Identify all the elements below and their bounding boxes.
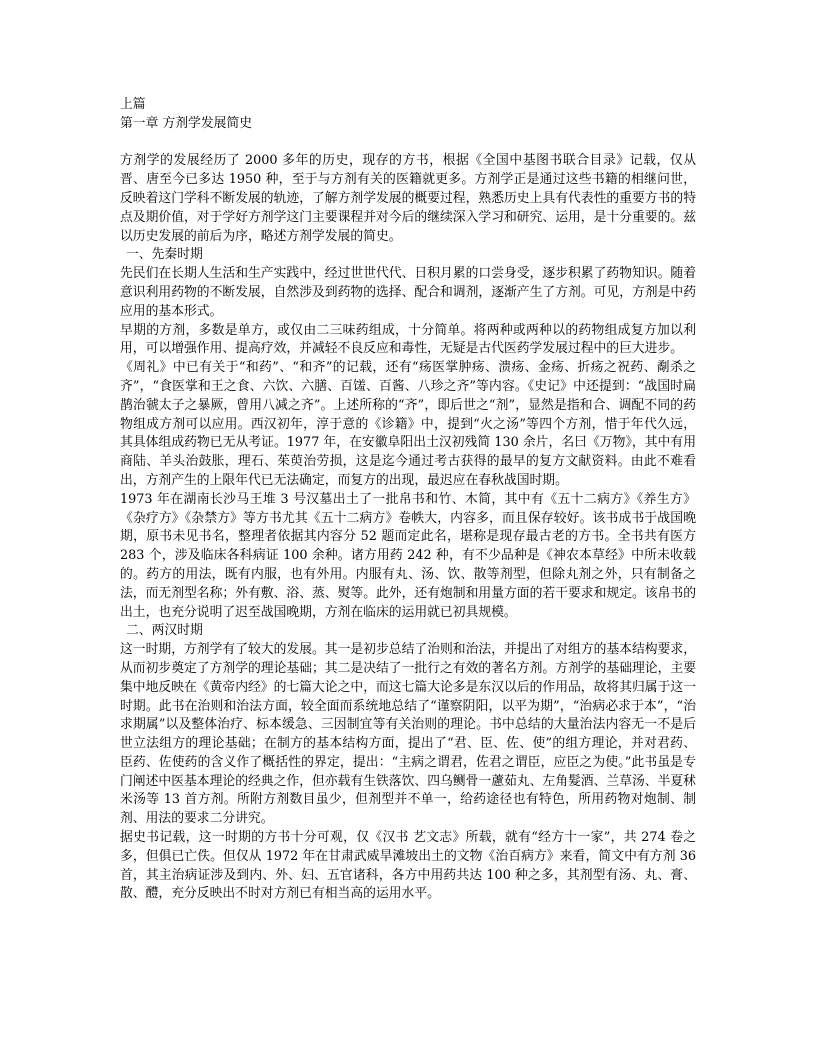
- paragraph: 1973 年在湖南长沙马王堆 3 号汉墓出土了一批帛书和竹、木简，其中有《五十二病方》《养生方》《杂疗方》《杂禁方》等方书尤其《五十二病方》卷帙大，内容多，而且保存较好。该书成书于战国晚期，原书未见书名，整理者依据其内容分 52 题而定此名，堪称是现存最古老的方书。全书共有医方 283 个，涉及临床各科病证 100 余种。诸方用药 242 种，有不少品种是《神农本草经》中所未收载的。药方的用法，既有内服，也有外用。内服有丸、汤、饮、散等剂型，但除丸剂之外，只有制备之法，而无剂型名称；外有敷、浴、蒸、熨等。此外，还有炮制和用量方面的若干要求和规定。该帛书的出土，也充分说明了迟至战国晚期，方剂在临床的运用就已初具规模。: [120, 491, 696, 620]
- blank-line: [120, 134, 696, 153]
- paragraph: 《周礼》中已有关于“和药”、“和齐”的记载，还有“疡医掌肿疡、溃疡、金疡、折疡之祝药、劀杀之齐”，“食医掌和王之食、六饮、六膳、百馐、百酱、八珍之齐”等内容。《史记》中还提到：“战国时扁鹊治虢太子之暴厥，曾用八减之齐”。上述所称的“齐”，即后世之“剂”，显然是指和合、调配不同的药物组成方剂可以应用。西汉初年，淳于意的《诊籍》中，提到“火之汤”等四个方剂，惜于年代久远，其具体组成药物已无从考证。1977 年，在安徽阜阳出土汉初残简 130 余片，名曰《万物》，其中有用商陆、羊头治鼓胀，理石、茱萸治劳损，这是迄今通过考古获得的最早的复方文献资料。由此不难看出，方剂产生的上限年代已无法确定，而复方的出现，最迟应在春秋战国时期。: [120, 360, 696, 488]
- paragraph: 先民们在长期人生活和生产实践中，经过世世代代、日积月累的口尝身受，逐步积累了药物知识。随着意识利用药物的不断发展，自然涉及到药物的选择、配合和调剂，逐渐产生了方剂。可见，方剂是中药应用的基本形式。: [120, 266, 696, 319]
- section-heading-han: 二、两汉时期: [126, 623, 203, 639]
- document-page: [120, 96, 696, 904]
- paragraph: 据史书记载，这一时期的方书十分可观，仅《汉书 艺文志》所载，就有“经方十一家”，共 274 卷之多，但俱已亡佚。但仅从 1972 年在甘肃武威旱滩坡出土的文物《治百病方》来看，简文中有方剂 36 首，其主治病证涉及到内、外、妇、五官诸科，各方中用药共达 100 种之多，其剂型有汤、丸、膏、散、醴，充分反映出不时对方剂已有相当高的运用水平。: [120, 830, 696, 902]
- chapter-title: 第一章 方剂学发展简史: [120, 115, 253, 131]
- intro-paragraph: 方剂学的发展经历了 2000 多年的历史，现存的方书，根据《全国中基图书联合目录》记载，仅从晋、唐至今已多达 1950 种，至于与方剂有关的医籍就更多。方剂学正是通过这些书籍的相继问世，反映着这门学科不断发展的轨迹，了解方剂学发展的概要过程，熟悉历史上具有代表性的重要方书的特点及期价值，对于学好方剂学这门主要课程并对今后的继续深入学习和研究、运用，是十分重要的。兹以历史发展的前后为序，略述方剂学发展的简史。: [120, 153, 696, 244]
- paragraph: 早期的方剂，多数是单方，或仅由二三味药组成，十分简单。将两种或两种以的药物组成复方加以利用，可以增强作用、提高疗效，并减轻不良反应和毒性，无疑是古代医药学发展过程中的巨大进步。: [120, 322, 696, 357]
- section-heading-pre-qin: 一、先秦时期: [126, 247, 203, 263]
- part-heading: 上篇: [120, 97, 146, 112]
- paragraph: 这一时期，方剂学有了较大的发展。其一是初步总结了治则和治法，并提出了对组方的基本结构要求，从而初步奠定了方剂学的理论基础；其二是决结了一批行之有效的著名方剂。方剂学的基础理论，主要集中地反映在《黄帝内经》的七篇大论之中，而这七篇大论多是东汉以后的作用品，故将其归属于这一时期。此书在治则和治法方面，较全面而系统地总结了“谨察阴阳，以平为期”，“治病必求于本”，“治求期属”以及整体治疗、标本缓急、三因制宜等有关治则的理论。书中总结的大量治法内容无一不是后世立法组方的理论基础；在制方的基本结构方面，提出了“君、臣、佐、使”的组方理论，并对君药、臣药、佐使药的含义作了概括性的界定，提出：“主病之谓君，佐君之谓臣，应臣之为使。”此书虽是专门阐述中医基本理论的经典之作，但亦载有生铁落饮、四乌鲗骨一藘茹丸、左角髮酒、兰草汤、半夏秫米汤等 13 首方剂。所附方剂数目虽少，但剂型并不单一，给药途径也有特色，所用药物对炮制、制剂、用法的要求二分讲究。: [120, 642, 696, 827]
